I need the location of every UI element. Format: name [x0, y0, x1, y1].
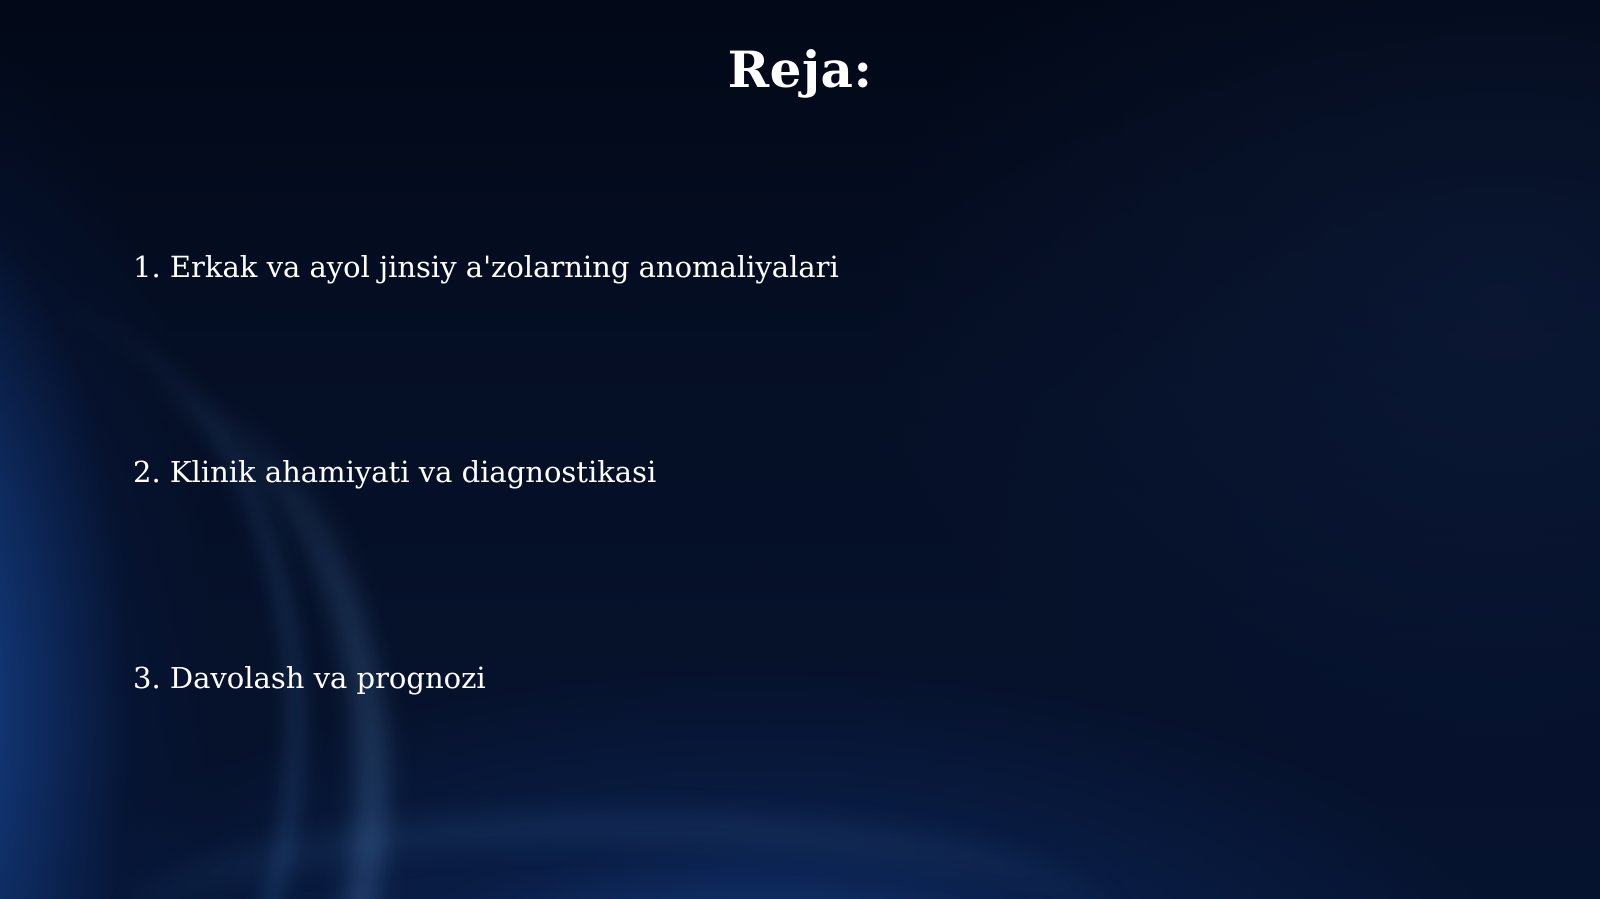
slide-title: Reja:	[727, 40, 873, 99]
plan-item-2: 2. Klinik ahamiyati va diagnostikasi	[133, 455, 657, 489]
background-glow	[0, 279, 331, 899]
plan-item-1: 1. Erkak va ayol jinsiy a'zolarning anomaliyalari	[133, 250, 839, 284]
plan-item-3: 3. Davolash va prognozi	[133, 661, 486, 695]
